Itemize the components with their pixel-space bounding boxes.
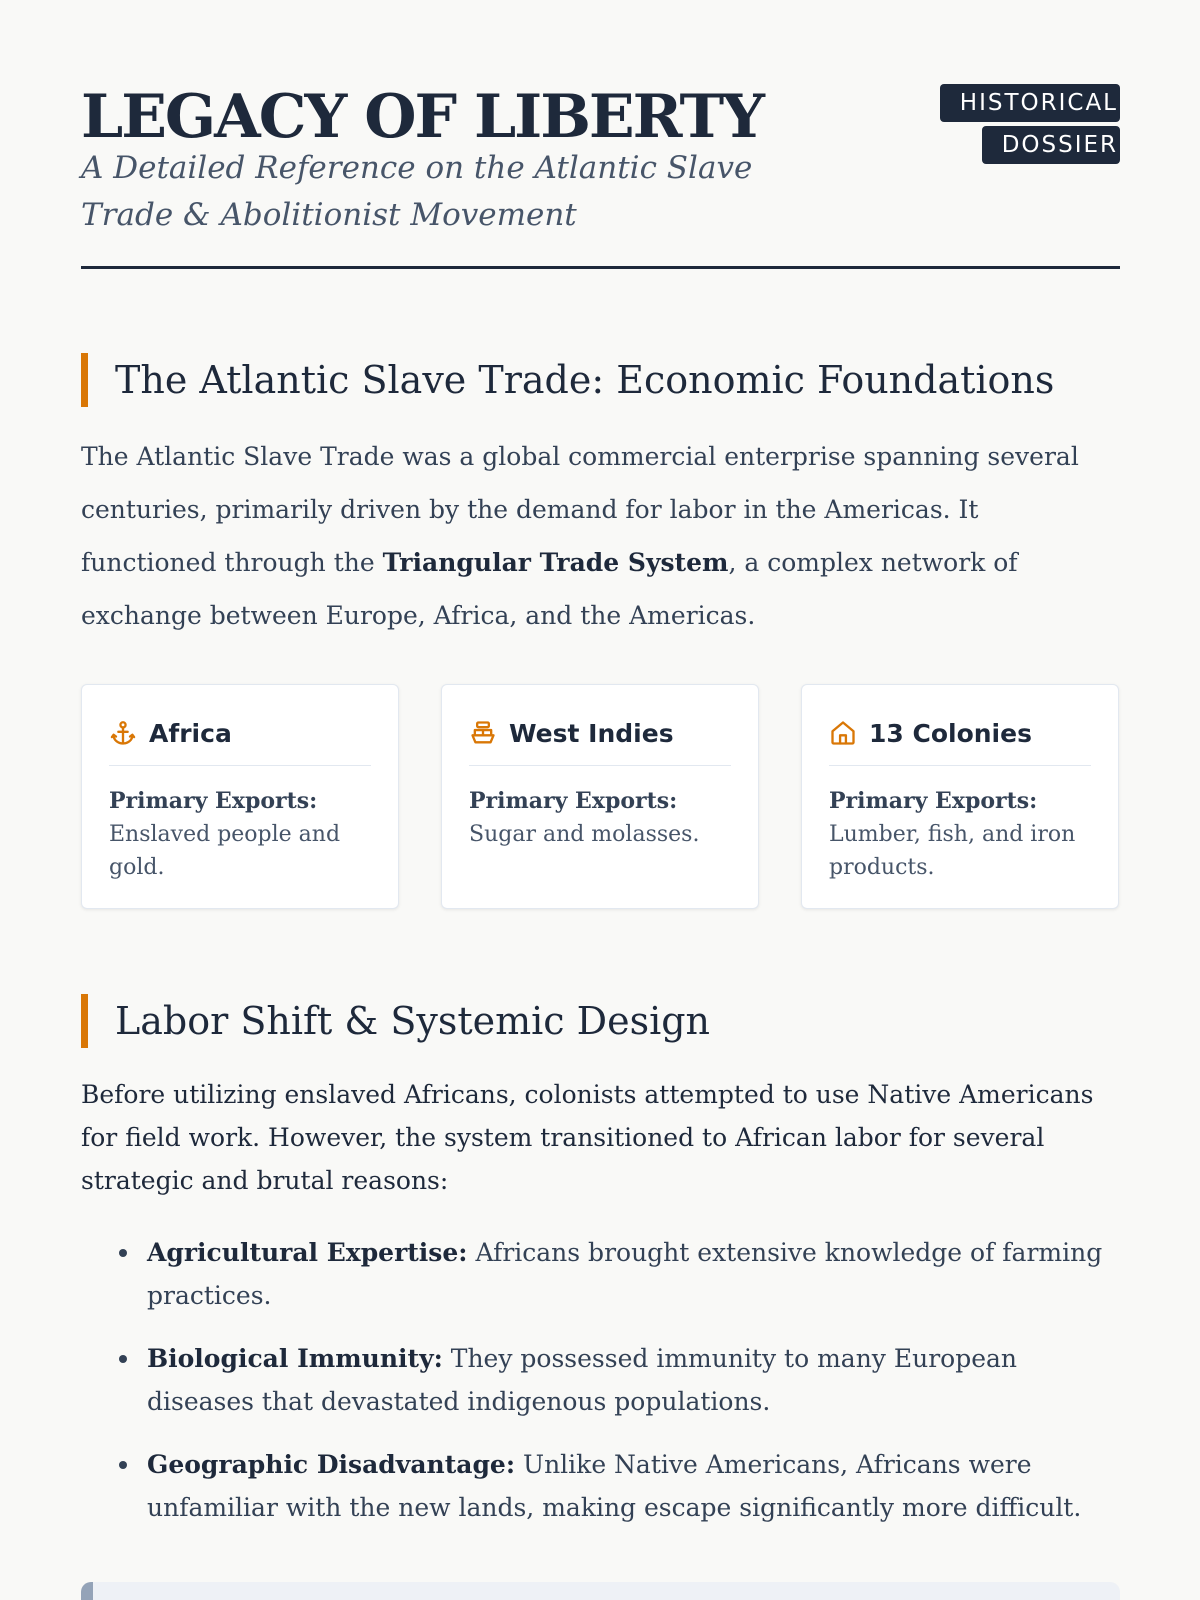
- reason-label: Biological Immunity:: [147, 1344, 443, 1373]
- card-title: Africa: [149, 719, 232, 748]
- intro-paragraph: [81, 430, 1120, 642]
- reasons-list: [147, 1231, 1107, 1549]
- header-divider: [81, 266, 1120, 269]
- card-label: Primary Exports:: [469, 788, 678, 814]
- callout-box: [81, 1582, 1120, 1600]
- dossier-badge: [938, 82, 1120, 166]
- card-body: [109, 785, 378, 884]
- card-label: Primary Exports:: [829, 788, 1038, 814]
- card-title: West Indies: [509, 719, 674, 748]
- reason-label: Agricultural Expertise:: [147, 1238, 468, 1267]
- labor-shift-paragraph: Before utilizing enslaved Africans, colonists attempted to use Native Americans for field work. However, the system transitioned to African labor for several strategic and brutal reasons:: [81, 1080, 1094, 1195]
- card-text: Enslaved people and gold.: [109, 822, 341, 880]
- list-item: [147, 1337, 1107, 1423]
- ship-icon: [469, 719, 497, 747]
- list-item: [147, 1443, 1107, 1529]
- intro-text-end: , a complex network of exchange between Europe, Africa, and the Americas.: [81, 548, 1018, 630]
- reason-text: Unlike Native Americans, Africans were unfamiliar with the new lands, making escape significantly more difficult.: [147, 1450, 1082, 1522]
- card-header: [829, 717, 1091, 766]
- home-icon: [829, 719, 857, 747]
- card-title: 13 Colonies: [869, 719, 1032, 748]
- reason-text: They possessed immunity to many European diseases that devastated indigenous populations.: [147, 1344, 1018, 1416]
- reason-text: Africans brought extensive knowledge of farming practices.: [147, 1238, 1103, 1310]
- intro-text-emphasis: Triangular Trade System: [382, 548, 729, 577]
- document-page: [81, 0, 1120, 1522]
- card-header: [109, 717, 371, 766]
- list-item: [147, 1231, 1107, 1317]
- card-label: Primary Exports:: [109, 788, 318, 814]
- reason-label: Geographic Disadvantage:: [147, 1450, 516, 1479]
- card-west-indies: [441, 684, 759, 909]
- intro-text-start: The Atlantic Slave Trade was a global commercial enterprise spanning several centuries, primarily driven by the demand for labor in the Americas. It functioned through the: [81, 442, 1079, 577]
- card-body: [829, 785, 1098, 884]
- dossier-badge-label: HISTORICAL DOSSIER: [940, 84, 1120, 164]
- page-subtitle: A Detailed Reference on the Atlantic Slave Trade & Abolitionist Movement: [81, 150, 753, 233]
- card-text: Sugar and molasses.: [469, 822, 700, 847]
- card-text: Lumber, fish, and iron products.: [829, 822, 1076, 880]
- page-title: LEGACY OF LIBERTY: [81, 82, 763, 152]
- card-13-colonies: [801, 684, 1119, 909]
- section-heading-economic-foundations: The Atlantic Slave Trade: Economic Foundations: [81, 353, 1054, 407]
- section-heading-labor-shift: Labor Shift & Systemic Design: [81, 994, 710, 1048]
- card-body: [469, 785, 738, 851]
- page-header: [81, 0, 1120, 270]
- card-header: [469, 717, 731, 766]
- card-africa: [81, 684, 399, 909]
- anchor-icon: [109, 719, 137, 747]
- trade-region-cards: [81, 684, 1120, 911]
